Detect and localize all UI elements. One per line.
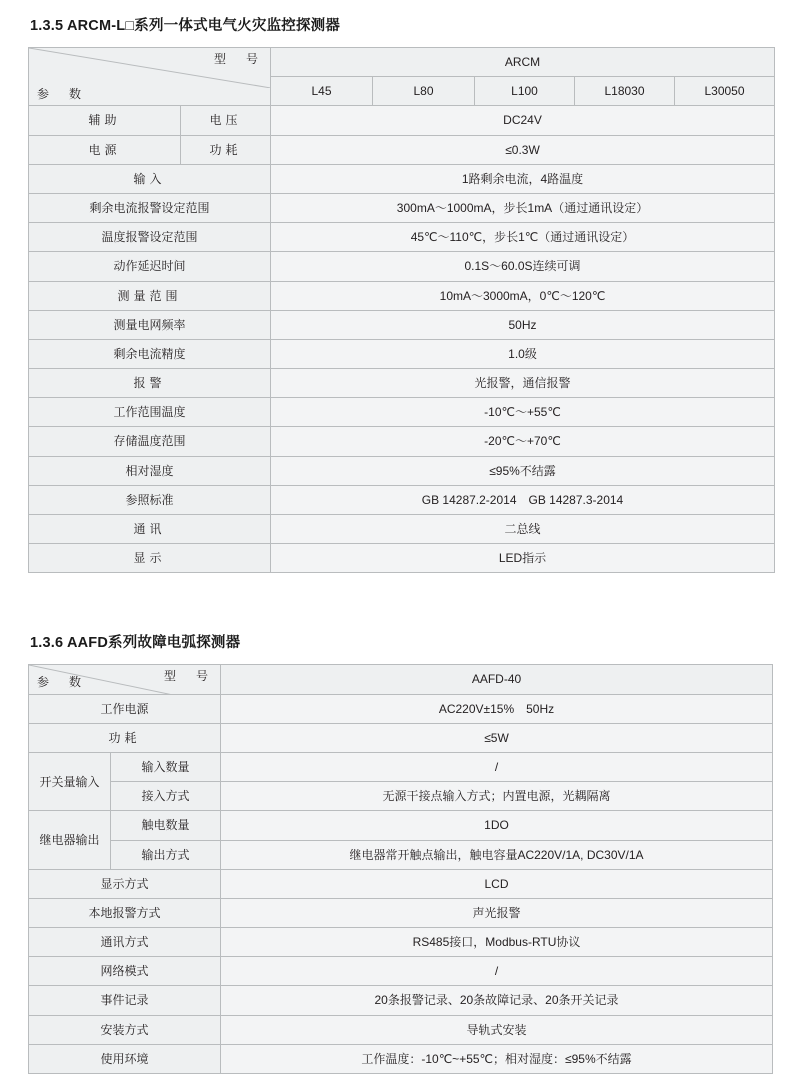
row-value-installation: 导轨式安装 [221, 1015, 773, 1044]
table-row [29, 544, 775, 573]
row-label-display: 显示 [29, 544, 271, 573]
row-label-residual-current-accuracy: 剩余电流精度 [29, 339, 271, 368]
table-row [29, 369, 775, 398]
section-title-aafd: 1.3.6 AAFD系列故障电弧探测器 [30, 635, 241, 652]
table-row [29, 898, 773, 927]
row-label-residual-current-alarm-range: 剩余电流报警设定范围 [29, 193, 271, 222]
spec-table-arcm [28, 47, 775, 573]
corner-label-parameter: 参 数 [37, 675, 86, 690]
model-header-l45: L45 [271, 77, 373, 106]
table-row [29, 957, 773, 986]
table-row [29, 223, 775, 252]
table-row [29, 928, 773, 957]
row-value-output-method: 继电器常开触点输出，触电容量AC220V/1A, DC30V/1A [221, 840, 773, 869]
row-label-communication: 通讯 [29, 515, 271, 544]
table-row [29, 252, 775, 281]
table-row [29, 723, 773, 752]
row-value-display: LED指示 [271, 544, 775, 573]
table-row [29, 310, 775, 339]
table-row [29, 752, 773, 781]
row-value-voltage: DC24V [271, 106, 775, 135]
spec-table-aafd [28, 664, 773, 1074]
corner-label-model: 型 号 [213, 52, 262, 66]
row-label-power-supply-2: 电源 [29, 135, 181, 164]
row-label-contact-quantity: 触电数量 [111, 811, 221, 840]
row-value-communication: 二总线 [271, 515, 775, 544]
table-row [29, 515, 775, 544]
row-label-grid-frequency: 测量电网频率 [29, 310, 271, 339]
table-row [29, 135, 775, 164]
corner-label-parameter: 参 数 [37, 87, 86, 102]
table-row [29, 986, 773, 1015]
row-label-input-quantity: 输入数量 [111, 752, 221, 781]
table-row [29, 811, 773, 840]
model-header-l100: L100 [475, 77, 575, 106]
row-label-alarm: 报警 [29, 369, 271, 398]
row-value-residual-current-alarm-range: 300mA～1000mA，步长1mA（通过通讯设定） [271, 193, 775, 222]
model-header-l18030: L18030 [575, 77, 675, 106]
row-label-output-method: 输出方式 [111, 840, 221, 869]
row-value-consumption: ≤0.3W [271, 135, 775, 164]
model-header-l80: L80 [373, 77, 475, 106]
row-label-consumption: 功耗 [181, 135, 271, 164]
row-value-standards: GB 14287.2-2014 GB 14287.3-2014 [271, 485, 775, 514]
corner-label-model: 型 号 [163, 669, 212, 684]
row-label-switch-input: 开关量输入 [29, 752, 111, 810]
model-header-l30050: L30050 [675, 77, 775, 106]
row-value-event-log: 20条报警记录、20条故障记录、20条开关记录 [221, 986, 773, 1015]
row-value-input-method: 无源干接点输入方式；内置电源，光耦隔离 [221, 782, 773, 811]
table-row [29, 339, 775, 368]
row-label-voltage: 电压 [181, 106, 271, 135]
row-value-input-quantity: / [221, 752, 773, 781]
corner-header-cell [29, 665, 221, 694]
row-value-alarm: 光报警，通信报警 [271, 369, 775, 398]
row-label-action-delay: 动作延迟时间 [29, 252, 271, 281]
table-row [29, 782, 773, 811]
row-value-local-alarm-method: 声光报警 [221, 898, 773, 927]
row-label-relay-output: 继电器输出 [29, 811, 111, 869]
row-label-working-power: 工作电源 [29, 694, 221, 723]
row-value-environment: 工作温度：-10℃~+55℃；相对湿度：≤95%不结露 [221, 1044, 773, 1073]
table-row [29, 106, 775, 135]
row-value-action-delay: 0.1S～60.0S连续可调 [271, 252, 775, 281]
row-label-event-log: 事件记录 [29, 986, 221, 1015]
table-row [29, 456, 775, 485]
row-value-relative-humidity: ≤95%不结露 [271, 456, 775, 485]
row-value-network-mode: / [221, 957, 773, 986]
row-value-working-temperature: -10℃～+55℃ [271, 398, 775, 427]
table-row [29, 840, 773, 869]
table-row [29, 1044, 773, 1073]
row-value-input: 1路剩余电流，4路温度 [271, 164, 775, 193]
row-value-temperature-alarm-range: 45℃～110℃，步长1℃（通过通讯设定） [271, 223, 775, 252]
table-row [29, 281, 775, 310]
row-label-communication-method: 通讯方式 [29, 928, 221, 957]
row-value-grid-frequency: 50Hz [271, 310, 775, 339]
row-label-measure-range: 测量范围 [29, 281, 271, 310]
row-value-storage-temperature: -20℃～+70℃ [271, 427, 775, 456]
corner-header-cell [29, 48, 271, 106]
section-gap [28, 573, 772, 631]
section-title-arcm: 1.3.5 ARCM-L□系列一体式电气火灾监控探测器 [30, 18, 341, 34]
row-label-temperature-alarm-range: 温度报警设定范围 [29, 223, 271, 252]
row-value-consumption: ≤5W [221, 723, 773, 752]
row-label-environment: 使用环境 [29, 1044, 221, 1073]
row-label-consumption: 功耗 [29, 723, 221, 752]
row-value-working-power: AC220V±15% 50Hz [221, 694, 773, 723]
row-label-relative-humidity: 相对湿度 [29, 456, 271, 485]
model-header-aafd40: AAFD-40 [221, 665, 773, 694]
table-row [29, 665, 773, 694]
row-label-local-alarm-method: 本地报警方式 [29, 898, 221, 927]
row-label-installation: 安装方式 [29, 1015, 221, 1044]
table-row [29, 398, 775, 427]
row-label-storage-temperature: 存储温度范围 [29, 427, 271, 456]
row-label-display-method: 显示方式 [29, 869, 221, 898]
table-row [29, 48, 775, 77]
row-label-power-supply-1: 辅助 [29, 106, 181, 135]
row-label-working-temperature: 工作范围温度 [29, 398, 271, 427]
row-value-contact-quantity: 1DO [221, 811, 773, 840]
table-row [29, 869, 773, 898]
row-value-measure-range: 10mA～3000mA，0℃～120℃ [271, 281, 775, 310]
row-label-input-method: 接入方式 [111, 782, 221, 811]
row-label-standards: 参照标准 [29, 485, 271, 514]
table-row [29, 485, 775, 514]
table-row [29, 193, 775, 222]
row-label-input: 输入 [29, 164, 271, 193]
row-value-communication-method: RS485接口，Modbus-RTU协议 [221, 928, 773, 957]
row-value-residual-current-accuracy: 1.0级 [271, 339, 775, 368]
row-value-display-method: LCD [221, 869, 773, 898]
table-row [29, 427, 775, 456]
table-row [29, 164, 775, 193]
row-label-network-mode: 网络模式 [29, 957, 221, 986]
table-row [29, 694, 773, 723]
model-group-header: ARCM [271, 48, 775, 77]
